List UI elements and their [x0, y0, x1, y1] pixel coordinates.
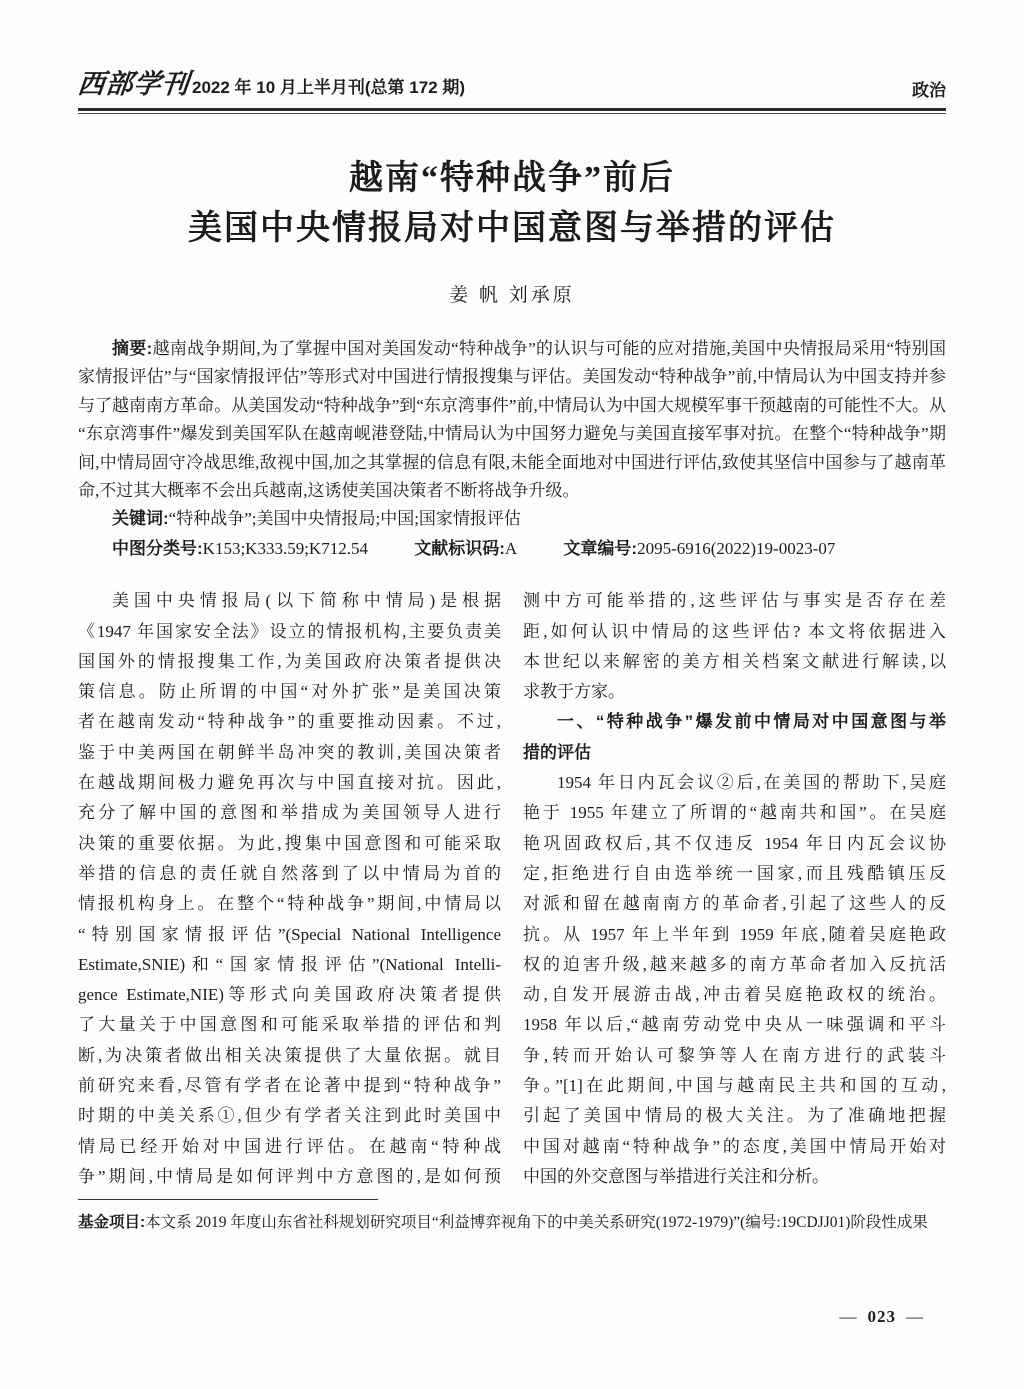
text-line: 情报机构身上。在整个“特种战争”期间,中情局以 — [78, 894, 501, 914]
text-line: 本世纪以来解密的美方相关档案文献进行解读,以 — [523, 651, 946, 671]
doc-code-group — [414, 539, 517, 558]
article-meta — [78, 535, 946, 563]
article-title — [78, 154, 946, 254]
keywords-label: 关键词: — [112, 509, 169, 529]
text-line: 争,转而开始认可黎笋等人在南方进行的武装斗 — [523, 1045, 946, 1065]
page-number — [840, 1307, 925, 1327]
text-line: 者在越南发动“特种战争”的重要推动因素。不过, — [78, 712, 501, 732]
header-left — [78, 62, 465, 101]
article-title-line1: 越南“特种战争”前后 — [349, 160, 675, 197]
text-line: 中国的外交意图与举措进行关注和分析。 — [523, 1166, 829, 1186]
clc-value: K153;K333.59;K712.54 — [202, 538, 368, 558]
abstract-label: 摘要: — [112, 339, 153, 358]
page-header — [78, 0, 946, 108]
left-column — [78, 586, 501, 1192]
text-line: 策信息。防止所谓的中国“对外扩张”是美国决策 — [78, 682, 501, 702]
text-line: 美国中央情报局(以下简称中情局)是根据 — [112, 591, 501, 611]
text-line: 艳巩固政权后,其不仅违反 1954 年日内瓦会议协 — [523, 833, 946, 853]
text-line: “特别国家情报评估”(Special National Intelligence — [78, 924, 501, 944]
article-title-line2: 美国中央情报局对中国意图与举措的评估 — [188, 210, 836, 247]
keywords-text: “特种战争”;美国中央情报局;中国;国家情报评估 — [168, 509, 521, 529]
text-line: 《1947 年国家安全法》设立的情报机构,主要负责美 — [78, 621, 501, 641]
doc-code-value: A — [504, 538, 518, 558]
fund-note — [78, 1209, 946, 1236]
clc-group — [112, 539, 368, 558]
fund-label: 基金项目: — [78, 1214, 146, 1232]
footnote-divider — [78, 1199, 378, 1200]
article-id-value: 2095-6916(2022)19-0023-07 — [637, 538, 836, 558]
text-line: 国国外的情报搜集工作,为美国政府决策者提供决 — [78, 651, 501, 671]
text-line: 争”期间,中情局是如何评判中方意图的,是如何预 — [78, 1166, 501, 1186]
text-line: 前研究来看,尽管有学者在论著中提到“特种战争” — [78, 1076, 501, 1095]
text-line: 1954 年日内瓦会议②后,在美国的帮助下,吴庭 — [557, 773, 946, 793]
text-line: 争。”[1]在此期间,中国与越南民主共和国的互动, — [523, 1076, 946, 1095]
text-line: 在越战期间极力避免再次与中国直接对抗。因此, — [78, 773, 501, 793]
text-line: 断,为决策者做出相关决策提供了大量依据。就目 — [78, 1045, 501, 1065]
text-line: 距,如何认识中情局的这些评估? 本文将依据进入 — [523, 621, 946, 641]
text-line: 时期的中美关系①,但少有学者关注到此时美国中 — [78, 1106, 501, 1126]
header-divider — [78, 108, 946, 114]
section-label: 政治 — [912, 81, 946, 100]
text-line: gence Estimate,NIE)等形式向美国政府决策者提供 — [78, 985, 501, 1005]
text-line: 决策的重要依据。为此,搜集中国意图和可能采取 — [78, 833, 501, 853]
text-line: 充分了解中国的意图和举措成为美国领导人进行 — [78, 803, 501, 823]
body-columns — [78, 586, 946, 1192]
keywords — [78, 505, 946, 533]
text-line: 定,拒绝进行自由选举统一国家,而且残酷镇压反 — [523, 863, 946, 883]
page-number-value: 023 — [867, 1307, 896, 1326]
clc-label: 中图分类号: — [112, 538, 203, 558]
article-id-label: 文章编号: — [563, 538, 638, 558]
text-line: 引起了美国中情局的极大关注。为了准确地把握 — [523, 1106, 946, 1126]
text-line: 一、“特种战争”爆发前中情局对中国意图与举 — [557, 712, 946, 732]
authors: 姜 帆 刘承原 — [449, 285, 575, 306]
text-line: 艳于 1955 年建立了所谓的“越南共和国”。在吴庭 — [523, 803, 946, 823]
fund-text: 本文系 2019 年度山东省社科规划研究项目“利益博弈视角下的中美关系研究(1972-1979)”(编号:19CDJJ01)阶段性成果 — [145, 1214, 928, 1232]
text-line: 举措的信息的责任就自然落到了以中情局为首的 — [78, 863, 501, 883]
text-line: 1958 年以后,“越南劳动党中央从一味强调和平斗 — [523, 1015, 946, 1035]
text-line: 鉴于中美两国在朝鲜半岛冲突的教训,美国决策者 — [78, 742, 501, 762]
text-line: 动,自发开展游击战,冲击着吴庭艳政权的统治。 — [523, 985, 946, 1005]
text-line: 权的迫害升级,越来越多的南方革命者加入反抗活 — [523, 954, 946, 974]
text-line: 测中方可能举措的,这些评估与事实是否存在差 — [523, 591, 946, 611]
text-line: 情局已经开始对中国进行评估。在越南“特种战 — [78, 1136, 501, 1156]
text-line: 对派和留在越南南方的革命者,引起了这些人的反 — [523, 894, 946, 914]
issue-info: 2022 年 10 月上半月刊(总第 172 期) — [192, 78, 466, 97]
right-column — [523, 586, 946, 1192]
doc-code-label: 文献标识码: — [414, 538, 505, 558]
text-line: 抗。从 1957 年上半年到 1959 年底,随着吴庭艳政 — [523, 924, 946, 944]
text-line: 求教于方家。 — [523, 682, 625, 702]
text-line: Estimate,SNIE)和“国家情报评估”(National Intelli- — [78, 954, 501, 974]
article-id-group — [563, 539, 835, 558]
page-number-dash-right: — — [906, 1307, 924, 1326]
abstract-text: 越南战争期间,为了掌握中国对美国发动“特种战争”的认识与可能的应对措施,美国中央情报局采用“特别国家情报评估”与“国家情报评估”等形式对中国进行情报搜集与评估。美国发动“特种战争”前,中情局认为中国支持并参与了越南南方革命。从美国发动“特种战争”到“东京湾事件”前,中情局认为中国大规模军事干预越南的可能性不大。从“东京湾事件”爆发到美国军队在越南岘港登陆,中情局认为中国努力避免与美国直接军事对抗。在整个“特种战争”期间,中情局固守冷战思维,敌视中国,加之其掌握的信息有限,未能全面地对中国进行评估,致使其坚信中国参与了越南革命,不过其大概率不会出兵越南,这诱使美国决策者不断将战争升级。 — [78, 339, 946, 501]
abstract — [78, 335, 946, 505]
text-line: 措的评估 — [523, 742, 591, 762]
journal-logo: 西部学刊 — [76, 69, 192, 99]
text-line: 了大量关于中国意图和可能采取举措的评估和判 — [78, 1015, 501, 1035]
text-line: 中国对越南“特种战争”的态度,美国中情局开始对 — [523, 1136, 946, 1156]
page-number-dash-left: — — [839, 1307, 858, 1326]
